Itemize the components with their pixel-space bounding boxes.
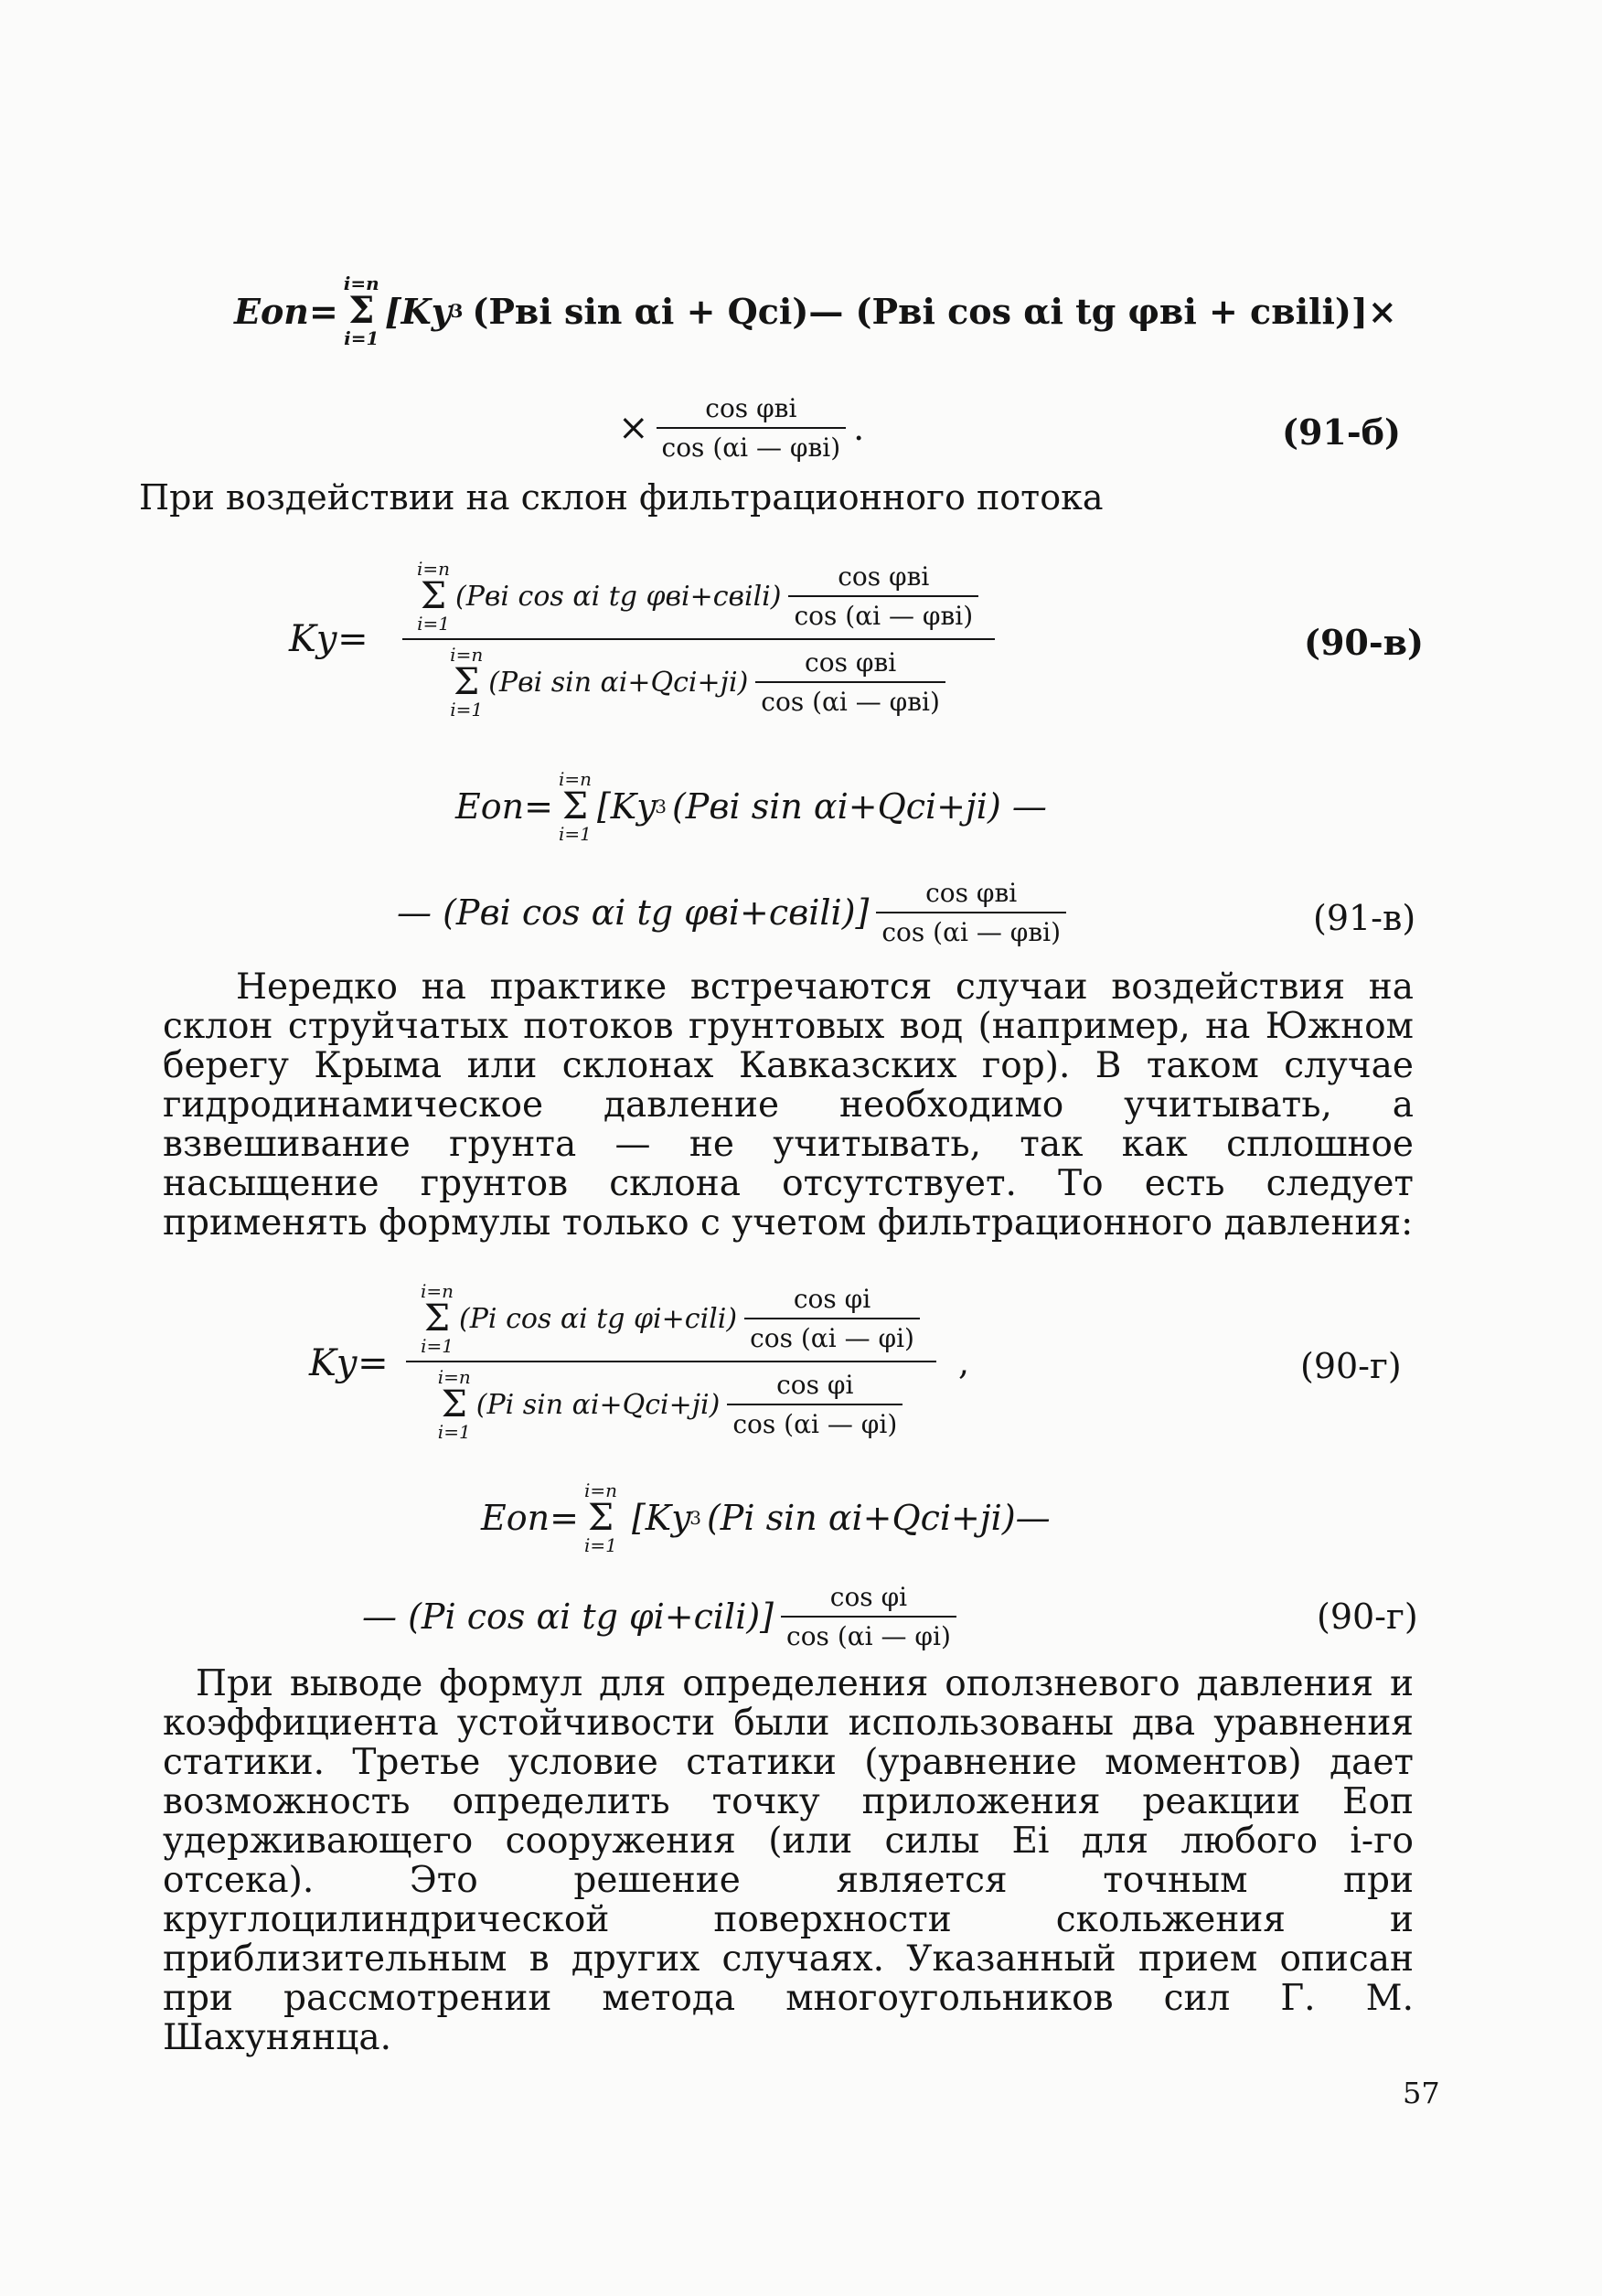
inner-fraction (744, 1284, 920, 1353)
sigma-symbol: Σ (348, 289, 375, 332)
fraction-denominator: cos (αi — φвi) (755, 681, 945, 717)
sum-operator (584, 1481, 617, 1554)
denominator-body: (Pi sin αi+Qci+ji) (475, 1388, 721, 1421)
paragraph-vyvod-formul: При выводе формул для определения оползневого давления и коэффициента устойчивости были использованы два уравнения статики. Третье условие статики (уравнение моментов) дает возможность определить точку приложения реакции Eоп удерживающего сооружения (или силы Ei для любого i-го отсека). Это решение является точным при круглоцилиндрической поверхности скольжения и приблизительным в других случаях. Указанный прием описан при рассмотрении метода многоугольников сил Г. М. Шахунянца. (163, 1663, 1414, 2058)
fraction-numerator: cos φi (793, 1284, 871, 1314)
sum-upper-limit: i=n (437, 1366, 471, 1388)
k-superscript: 3 (450, 300, 464, 322)
sum-upper-limit: i=n (343, 272, 379, 294)
sum-operator (417, 560, 450, 633)
equation-90v-denominator (435, 640, 962, 724)
equation-90g2-line1 (481, 1481, 1051, 1554)
equation-90v-fraction (402, 554, 995, 724)
fraction (657, 393, 847, 463)
page-number: 57 (1403, 2076, 1440, 2110)
comma: , (958, 1342, 970, 1383)
k-term: [Kу (384, 290, 453, 332)
equation-90g-denominator (423, 1362, 920, 1447)
sum-operator (344, 274, 379, 347)
inner-fraction (727, 1370, 902, 1439)
sigma-symbol: Σ (420, 575, 447, 617)
numerator-body: (Pi cos αi tg φi+cili) (459, 1302, 738, 1335)
fraction-denominator: cos (αi — φвi) (876, 912, 1066, 947)
line1-body: (Pi sin αi+Qci+ji)— (706, 1498, 1051, 1538)
sum-operator (559, 770, 592, 843)
sum-operator (421, 1282, 454, 1355)
fraction-denominator: cos (αi — φвi) (788, 595, 978, 631)
sigma-symbol: Σ (561, 785, 589, 828)
k-term: [Kу (631, 1498, 692, 1538)
fraction-numerator: cos φi (776, 1370, 854, 1400)
sum-lower-limit: i=1 (437, 1421, 471, 1443)
fraction-denominator: cos (αi — φi) (781, 1616, 956, 1651)
term2: — (Pвi cos αi tg φвi + cвili)]× (808, 290, 1397, 332)
sum-lower-limit: i=1 (421, 1335, 454, 1357)
sum-upper-limit: i=n (558, 768, 592, 790)
equation-91v-line2 (397, 878, 1073, 947)
fraction (781, 1582, 956, 1651)
section-intro-line: При воздействии на склон фильтрационного потока (139, 477, 1104, 518)
equation-90v-numerator (402, 554, 995, 638)
numerator-body: (Pвi cos αi tg φвi+cвili) (455, 580, 782, 613)
sigma-symbol: Σ (441, 1383, 467, 1426)
sum-upper-limit: i=n (450, 644, 484, 666)
equation-90g2-line2 (362, 1582, 964, 1651)
equation-91b-line1 (234, 274, 1397, 347)
equation-90g-fraction (406, 1276, 936, 1447)
equation-number-90g-second: (90-г) (1317, 1597, 1418, 1637)
sigma-symbol: Σ (454, 661, 480, 703)
eop-lhs: Eоп= (234, 290, 338, 332)
inner-fraction (788, 561, 978, 631)
line2-body: — (Pi cos αi tg φi+cili)] (362, 1597, 774, 1637)
fraction-numerator: cos φвi (805, 647, 897, 678)
sum-operator (450, 646, 483, 719)
sum-lower-limit: i=1 (450, 699, 484, 721)
line1-body: (Pвi sin αi+Qci+ji) — (671, 786, 1047, 827)
fraction-numerator: cos φвi (925, 878, 1018, 908)
fraction (876, 878, 1066, 947)
paragraph-struijchatye-potoki: Нередко на практике встречаются случаи воздействия на склон струйчатых потоков грунтовых вод (например, на Южном берегу Крыма или склонах Кавказских гор). В таком случае гидродинамическое давление необходимо учитывать, а взвешивание грунта — не учитывать, так как сплошное насыщение грунтов склона отсутствует. То есть следует применять формулы только с учетом фильтрационного давления: (163, 966, 1414, 1244)
sum-lower-limit: i=1 (344, 327, 379, 349)
k-term: [Kу (596, 786, 657, 827)
fraction-denominator: cos (αi — φi) (744, 1318, 920, 1353)
equation-90g-numerator (406, 1276, 936, 1361)
term1: (Pвi sin αi + Qci) (472, 290, 809, 332)
sum-lower-limit: i=1 (559, 823, 592, 845)
times-sign: × (618, 407, 649, 449)
ky-lhs: Kу= (289, 618, 368, 660)
fraction-denominator: cos (αi — φвi) (657, 427, 847, 463)
fraction-numerator: cos φвi (705, 393, 797, 423)
equation-number-91v: (91-в) (1313, 898, 1416, 938)
sum-lower-limit: i=1 (584, 1534, 617, 1556)
equation-number-90v: (90-в) (1304, 622, 1425, 663)
sum-operator (438, 1368, 471, 1441)
k-superscript: 3 (655, 796, 667, 817)
period: . (853, 408, 865, 448)
sigma-symbol: Σ (423, 1298, 451, 1340)
inner-fraction (755, 647, 945, 717)
sigma-symbol: Σ (587, 1497, 614, 1539)
fraction-numerator: cos φвi (838, 561, 930, 592)
fraction-denominator: cos (αi — φi) (727, 1404, 902, 1439)
sum-upper-limit: i=n (417, 558, 451, 580)
denominator-body: (Pвi sin αi+Qci+ji) (488, 666, 749, 699)
equation-number-90g-first: (90-г) (1300, 1346, 1402, 1386)
fraction-numerator: cos φi (829, 1582, 908, 1612)
line2-body: — (Pвi cos αi tg φвi+cвili)] (397, 892, 870, 933)
equation-91v-line1 (455, 770, 1047, 843)
sum-lower-limit: i=1 (417, 613, 450, 635)
eop-lhs: Eоп= (455, 786, 553, 827)
sum-upper-limit: i=n (421, 1280, 454, 1302)
eop-lhs: Eоп= (481, 1498, 579, 1538)
k-superscript: 3 (689, 1507, 701, 1529)
ky-lhs: Kу= (309, 1342, 389, 1384)
sum-upper-limit: i=n (583, 1479, 617, 1501)
equation-91b-line2 (618, 393, 864, 463)
equation-number-91b: (91-б) (1282, 411, 1401, 453)
